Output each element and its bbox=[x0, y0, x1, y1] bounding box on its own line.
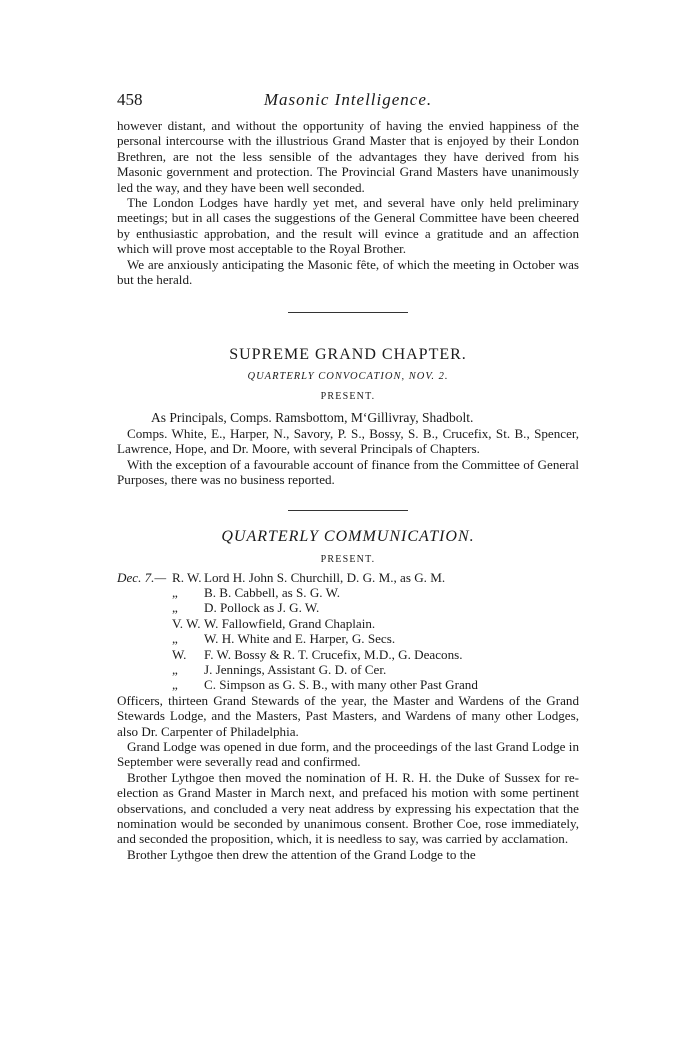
attendance-names: C. Simpson as G. S. B., with many other Past Grand bbox=[204, 677, 478, 693]
attendance-row bbox=[117, 662, 579, 677]
attendance-names: B. B. Cabbell, as S. G. W. bbox=[204, 584, 341, 600]
chapter-present-label: PRESENT. bbox=[320, 391, 376, 403]
page-header bbox=[117, 90, 579, 114]
attendance-row bbox=[117, 570, 579, 585]
attendance-date bbox=[117, 647, 172, 662]
attendance-date bbox=[117, 662, 172, 677]
attendance-row bbox=[117, 677, 579, 692]
attendance-row bbox=[117, 585, 579, 600]
section-divider bbox=[288, 510, 408, 511]
page-number: 458 bbox=[117, 90, 143, 109]
intro-paragraph-2: The London Lodges have hardly yet met, and several have only held preliminary meetings; but in all cases the suggestions of the General Committee have been cheered by enthusiastic approbation, and the result will evince a gratitude and an affection which will prove most acceptable to the Royal Brother. bbox=[117, 195, 579, 257]
officers-paragraph: Officers, thirteen Grand Stewards of the year, the Master and Wardens of the Grand Stewards Lodge, and the Masters, Past Masters, and Wardens of many other Lodges, also Dr. Carpenter of Philadelphia. bbox=[117, 692, 579, 739]
chapter-heading: SUPREME GRAND CHAPTER. bbox=[229, 346, 467, 364]
attendance-names: F. W. Bossy & R. T. Crucefix, M.D., G. Deacons. bbox=[204, 646, 463, 662]
section-divider bbox=[288, 312, 408, 313]
lythgoe-paragraph: Brother Lythgoe then moved the nomination of H. R. H. the Duke of Sussex for re-election as Grand Master in March next, and prefaced his motion with some pertinent observations, and concluded a very neat address by expressing his expectation that the nomination would be seconded by unanimous consent. Brother Coe, rose immediately, and seconded the proposition, which, it is needless to say, was carried by acclamation. bbox=[117, 769, 579, 847]
opened-paragraph: Grand Lodge was opened in due form, and the proceedings of the last Grand Lodge in September were severally read and confirmed. bbox=[117, 738, 579, 770]
attendance-date: Dec. 7.— bbox=[117, 569, 167, 585]
chapter-subheading: QUARTERLY CONVOCATION, NOV. 2. bbox=[247, 371, 449, 383]
communication-present-label: PRESENT. bbox=[320, 553, 376, 565]
attendance-rank: V. W. bbox=[172, 615, 201, 631]
attendance-names: J. Jennings, Assistant G. D. of Cer. bbox=[204, 661, 387, 677]
attendance-rank: „ bbox=[172, 584, 178, 600]
attendance-date bbox=[117, 677, 172, 692]
attendance-names: W. Fallowfield, Grand Chaplain. bbox=[204, 615, 376, 631]
attendance-date bbox=[117, 616, 172, 631]
attendance-names: W. H. White and E. Harper, G. Secs. bbox=[204, 631, 396, 647]
attendance-names: D. Pollock as J. G. W. bbox=[204, 600, 320, 616]
attendance-date bbox=[117, 600, 172, 615]
attendance-names: Lord H. John S. Churchill, D. G. M., as G. M. bbox=[204, 569, 446, 585]
attendance-date bbox=[117, 585, 172, 600]
intro-paragraph-1: however distant, and without the opportunity of having the envied happiness of the personal intercourse with the illustrious Grand Master that is enjoyed by their London Brethren, are not the less sensible of the advantages they have derived from his Masonic government and protection. The Provincial Grand Masters have unanimously led the way, and they have been well seconded. bbox=[117, 118, 579, 195]
attendance-row bbox=[117, 631, 579, 646]
attendance-list bbox=[117, 570, 579, 693]
attendance-rank: „ bbox=[172, 677, 178, 693]
closing-paragraph: Brother Lythgoe then drew the attention of the Grand Lodge to the bbox=[127, 846, 476, 862]
attendance-date bbox=[117, 631, 172, 646]
attendance-rank: „ bbox=[172, 631, 178, 647]
chapter-companions: Comps. White, E., Harper, N., Savory, P. S., Bossy, S. B., Crucefix, St. B., Spencer, Lawrence, Hope, and Dr. Moore, with several Principals of Chapters. bbox=[117, 425, 579, 457]
attendance-rank: R. W. bbox=[172, 569, 202, 585]
attendance-rank: „ bbox=[172, 600, 178, 616]
chapter-principals: As Principals, Comps. Ramsbottom, M‘Gillivray, Shadbolt. bbox=[151, 410, 474, 426]
page-body bbox=[117, 118, 579, 862]
intro-paragraph-3: We are anxiously anticipating the Masonic fête, of which the meeting in October was but the herald. bbox=[117, 256, 579, 288]
communication-heading: QUARTERLY COMMUNICATION. bbox=[221, 527, 475, 545]
attendance-row bbox=[117, 616, 579, 631]
chapter-finance-paragraph: With the exception of a favourable account of finance from the Committee of General Purposes, there was no business reported. bbox=[117, 456, 579, 488]
attendance-row bbox=[117, 600, 579, 615]
attendance-rank: W. bbox=[172, 646, 187, 662]
attendance-rank: „ bbox=[172, 661, 178, 677]
running-title: Masonic Intelligence. bbox=[263, 90, 433, 109]
attendance-row bbox=[117, 647, 579, 662]
